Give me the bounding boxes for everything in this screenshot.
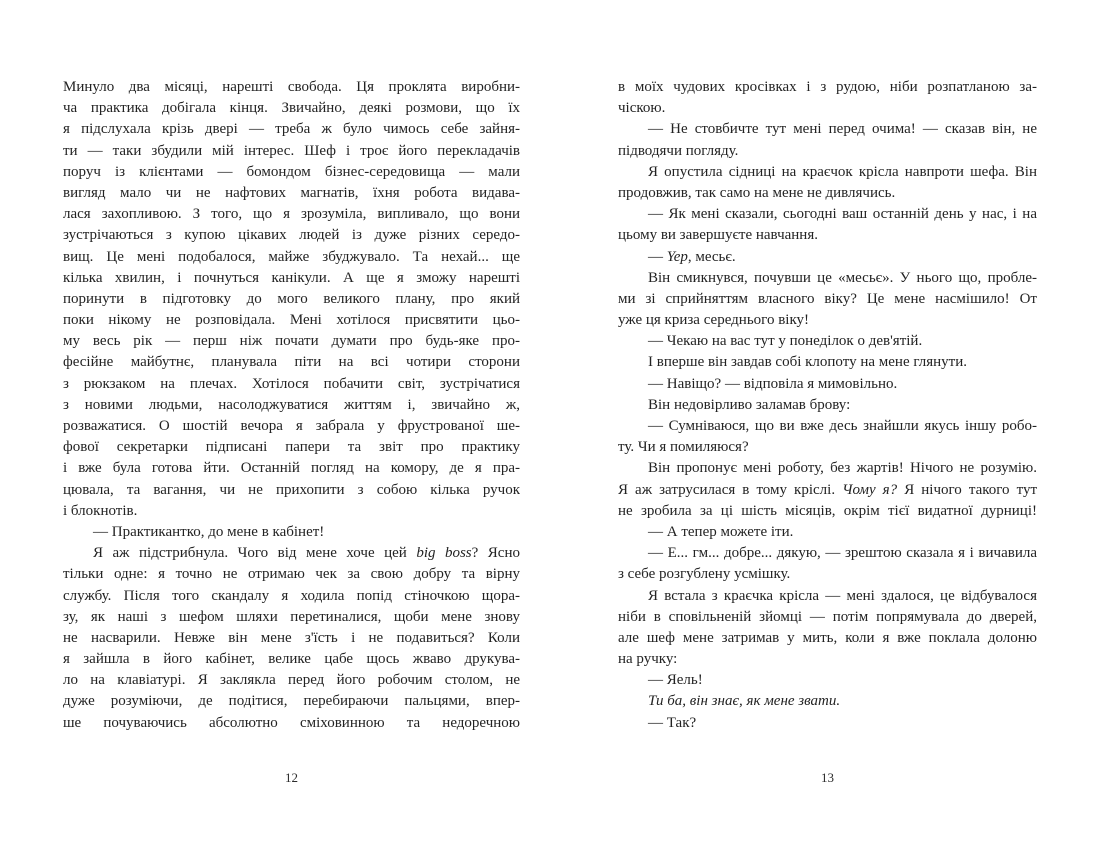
text-segment: ми зі сприйняттям власного віку? Це мене насмішило! От (618, 290, 1037, 307)
page-text-right (618, 77, 1037, 734)
text-segment: не зробила за ці шість місяців, окрім тієї видатної дурниці! (618, 502, 1037, 519)
text-segment: Я встала з краєчка крісла — мені здалося, це відбувалося (648, 587, 1037, 604)
text-segment: Я опустила сідниці на краєчок крісла навпроти шефа. Він (648, 163, 1037, 180)
text-segment: вищ. Це мені подобалося, майже збуджувало. Та нехай... ще (63, 248, 520, 265)
text-line (63, 628, 520, 649)
text-segment: поринути в підготовку до мого великого плану, про який (63, 290, 520, 307)
text-segment: я зайшла в його кабінет, велике цабе щось жваво друкува- (63, 651, 520, 668)
text-segment: Я аж підстрибнула. Чого від мене хоче цей (93, 545, 417, 562)
text-line (63, 225, 520, 246)
text-line (618, 374, 1037, 395)
text-segment: — Практикантко, до мене в кабінет! (93, 523, 325, 540)
text-segment: Він недовірливо заламав брову: (648, 396, 851, 413)
text-line (618, 204, 1037, 225)
text-segment: продовжив, так само на мене не дивлячись. (618, 184, 896, 201)
text-segment: уже ця криза середнього віку! (618, 312, 810, 329)
text-line (63, 289, 520, 310)
text-segment: Він пропонує мені роботу, без жартів! Нічого не розумію. (648, 460, 1037, 477)
text-line (618, 225, 1037, 246)
text-segment: цьому ви завершуєте навчання. (618, 227, 818, 244)
text-segment: службу. Після того скандалу я ходила попід стіночкою щора- (63, 587, 520, 604)
text-segment: ніби в сповільненій зйомці — потім попрямувала до дверей, (618, 608, 1037, 625)
text-line (63, 522, 520, 543)
text-line (618, 310, 1037, 331)
text-line (63, 141, 520, 162)
text-segment: Минуло два місяці, нарешті свобода. Ця проклята виробни- (63, 79, 520, 95)
text-line (618, 247, 1037, 268)
text-line (63, 98, 520, 119)
text-segment: чіскою. (618, 100, 666, 117)
text-line (63, 77, 520, 98)
text-line (618, 480, 1037, 501)
text-segment: ту. Чи я помиляюся? (618, 439, 749, 456)
text-line (618, 713, 1037, 734)
text-line (63, 183, 520, 204)
text-segment: з себе розгублену усмішку. (618, 566, 791, 583)
text-line (63, 670, 520, 691)
text-line (618, 268, 1037, 289)
text-line (618, 352, 1037, 373)
text-line (63, 458, 520, 479)
text-line (63, 352, 520, 373)
text-segment: му весь рік — перш ніж почати думати про будь-яке про- (63, 333, 520, 350)
text-line (63, 416, 520, 437)
text-segment: — (648, 248, 667, 265)
text-line (63, 713, 520, 734)
page-number-right: 13 (821, 770, 834, 785)
text-segment: цювала, та вагання, чи не прихопити з собою кілька ручок (63, 481, 520, 498)
text-line (618, 522, 1037, 543)
italic-text-segment: Ти ба, він знає, як мене звати. (648, 693, 841, 710)
text-line (618, 98, 1037, 119)
text-segment: ча практика добігала кінця. Звичайно, деякі розмови, що їх (63, 100, 520, 117)
text-line (618, 628, 1037, 649)
text-line (618, 564, 1037, 585)
text-segment: , месьє. (687, 248, 736, 265)
page-text-left (63, 77, 520, 734)
text-segment: вигляд мало чи не нафтових магнатів, їхня робота видава- (63, 184, 520, 201)
italic-text-segment: Yep (666, 248, 688, 265)
text-segment: кілька хвилин, і почнуться канікули. А ще я зможу нарешті (63, 269, 520, 286)
text-segment: але шеф мене затримав у мить, коли я вже поклала долоню (618, 629, 1037, 646)
text-segment: не насварили. Невже він мене з'їсть і не подавиться? Коли (63, 629, 520, 646)
text-line (618, 162, 1037, 183)
italic-text-segment: big boss (416, 545, 472, 562)
text-segment: Він смикнувся, почувши це «месьє». У нього що, пробле- (648, 269, 1037, 286)
text-line (63, 247, 520, 268)
text-segment: — Як мені сказали, сьогодні ваш останній день у нас, і на (648, 206, 1037, 223)
text-segment: ло на клавіатурі. Я заклякла перед його робочим столом, не (63, 672, 520, 689)
text-line (618, 395, 1037, 416)
text-segment: — Не стовбичте тут мені перед очима! — сказав він, не (648, 121, 1037, 138)
text-line (63, 268, 520, 289)
text-segment: з рюкзаком на плечах. Хотілося побачити світ, зустрічатися (63, 375, 520, 392)
text-line (618, 77, 1037, 98)
text-line (63, 437, 520, 458)
text-line (618, 607, 1037, 628)
text-line (63, 501, 520, 522)
text-line (618, 416, 1037, 437)
text-segment: — Навіщо? — відповіла я мимовільно. (648, 375, 898, 392)
text-line (618, 331, 1037, 352)
text-line (618, 183, 1037, 204)
text-segment: — Так? (648, 714, 697, 731)
text-line (63, 480, 520, 501)
page-number-left: 12 (285, 770, 298, 785)
text-segment: в моїх чудових кросівках і з рудою, ніби розпатланою за- (618, 79, 1037, 95)
text-line (618, 141, 1037, 162)
text-segment: лася захопливою. З того, що я зрозуміла, випливало, що вони (63, 206, 520, 223)
text-segment: на ручку: (618, 651, 678, 668)
text-segment: — Яель! (648, 672, 703, 689)
text-line (618, 437, 1037, 458)
text-segment: і вже була готова йти. Останній погляд на комору, де я пра- (63, 460, 520, 477)
text-segment: поруч із клієнтами — бомондом бізнес-середовища — мали (63, 163, 520, 180)
text-segment: ти — таки збудили мій інтерес. Шеф і троє його перекладачів (63, 142, 520, 159)
text-line (63, 586, 520, 607)
text-segment: з новими людьми, насолоджуватися життям і, звичайно ж, (63, 396, 520, 413)
text-segment: — Е... гм... добре... дякую, — зрештою сказала я і вичавила (648, 545, 1037, 562)
text-segment: І вперше він завдав собі клопоту на мене глянути. (648, 354, 967, 371)
text-line (618, 649, 1037, 670)
text-line (618, 458, 1037, 479)
text-line (618, 670, 1037, 691)
text-line (63, 162, 520, 183)
text-line (63, 204, 520, 225)
italic-text-segment: Чому я? (842, 481, 898, 498)
text-segment: тільки одне: я точно не отримаю чек за свою добру та вірну (63, 566, 520, 583)
text-segment: зустрічаються з купою цікавих людей із дуже різних середо- (63, 227, 520, 244)
text-line (63, 119, 520, 140)
text-segment: Я нічого такого тут (897, 481, 1037, 498)
text-segment: зу, як наші з шефом шляхи перетиналися, щоби мене знову (63, 608, 520, 625)
text-segment: розважатися. О шостій вечора я забрала у фрустрованої ше- (63, 418, 520, 434)
text-segment: дуже розуміючи, де подітися, перебираючи пальцями, впер- (63, 693, 520, 710)
text-line (63, 331, 520, 352)
text-segment: — Сумніваюся, що ви вже десь знайшли якусь іншу робо- (648, 418, 1037, 434)
text-segment: ше почуваючись абсолютно сміховинною та недоречною (63, 714, 520, 731)
text-line (618, 543, 1037, 564)
text-line (63, 564, 520, 585)
text-segment: — Чекаю на вас тут у понеділок о дев'ятій. (648, 333, 923, 350)
text-segment: підводячи погляду. (618, 142, 739, 159)
text-segment: я підслухала крізь двері — треба ж було чимось себе зайня- (63, 121, 520, 138)
text-segment: і блокнотів. (63, 502, 138, 519)
text-segment: ? Ясно (471, 545, 520, 562)
text-line (618, 289, 1037, 310)
text-line (618, 691, 1037, 712)
text-segment: фової секретарки підписані папери та звіт про практику (63, 439, 520, 456)
text-line (63, 691, 520, 712)
text-segment: — А тепер можете іти. (648, 523, 794, 540)
text-line (63, 374, 520, 395)
text-line (63, 310, 520, 331)
text-line (63, 395, 520, 416)
text-line (618, 119, 1037, 140)
text-line (63, 607, 520, 628)
text-line (63, 649, 520, 670)
text-line (618, 501, 1037, 522)
text-line (618, 586, 1037, 607)
text-segment: фесійне майбутнє, планувала піти на всі чотири сторони (63, 354, 520, 371)
text-segment: поки нікому не розповідала. Мені хотілося присвятити цьо- (63, 312, 520, 329)
text-segment: Я аж затрусилася в тому кріслі. (618, 481, 843, 498)
text-line (63, 543, 520, 564)
